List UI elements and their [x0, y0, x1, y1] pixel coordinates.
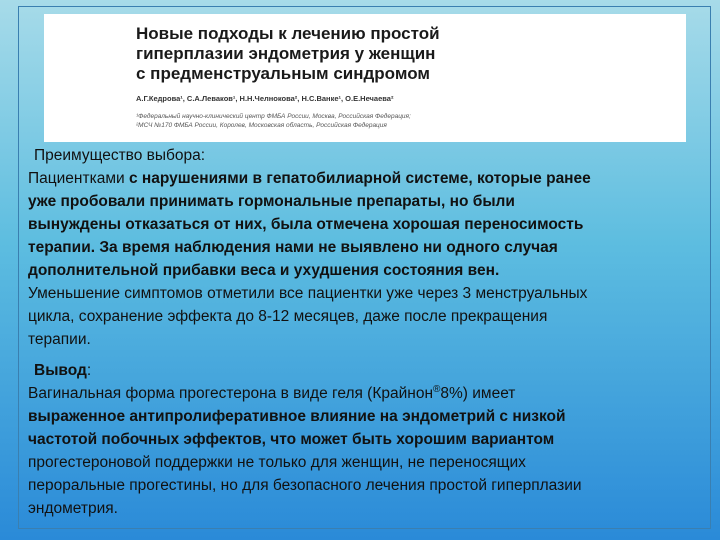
advantage-line: терапии. За время наблюдения нами не выявлено ни одного случая: [28, 239, 558, 256]
conclusion-line: выраженное антипролиферативное влияние на эндометрий с низкой: [28, 408, 566, 425]
conclusion-section: [28, 359, 692, 520]
advantage-heading: Преимущество выбора:: [34, 147, 206, 164]
advantage-line: Пациентками с нарушениями в гепатобилиарной системе, которые ранее: [28, 170, 591, 187]
article-title-line: Новые подходы к лечению простой: [136, 24, 440, 43]
article-title-line: с предменструальным синдромом: [136, 64, 430, 83]
conclusion-line: пероральные прогестины, но для безопасного лечения простой гиперплазии: [28, 477, 582, 494]
conclusion-heading: Вывод:: [34, 362, 92, 379]
article-affiliations: [136, 112, 676, 130]
advantage-line: терапии.: [28, 331, 91, 348]
article-title: [136, 24, 676, 84]
article-header-image: [44, 14, 686, 142]
advantage-line: вынуждены отказаться от них, была отмечена хорошая переносимость: [28, 216, 584, 233]
advantage-line: цикла, сохранение эффекта до 8-12 месяцев, даже после прекращения: [28, 308, 548, 325]
conclusion-line: прогестероновой поддержки не только для женщин, не переносящих: [28, 454, 526, 471]
advantage-section: [28, 144, 692, 351]
article-authors: А.Г.Кедрова¹, С.А.Леваков¹, Н.Н.Челнокова², Н.С.Ванке¹, О.Е.Нечаева²: [136, 94, 394, 103]
conclusion-line: эндометрия.: [28, 500, 118, 517]
conclusion-line: частотой побочных эффектов, что может быть хорошим вариантом: [28, 431, 555, 448]
advantage-line: уже пробовали принимать гормональные препараты, но были: [28, 193, 515, 210]
article-title-line: гиперплазии эндометрия у женщин: [136, 44, 436, 63]
advantage-line: Уменьшение симптомов отметили все пациентки уже через 3 менструальных: [28, 285, 588, 302]
affiliation-line: ¹Федеральный научно-клинический центр ФМБА России, Москва, Российская Федерация;: [136, 113, 411, 120]
conclusion-line: Вагинальная форма прогестерона в виде геля (Крайнон®8%) имеет: [28, 383, 516, 402]
affiliation-line: ²МСЧ №170 ФМБА России, Королев, Московская область, Российская Федерация: [136, 122, 387, 129]
advantage-line: дополнительной прибавки веса и ухудшения состояния вен.: [28, 262, 500, 279]
